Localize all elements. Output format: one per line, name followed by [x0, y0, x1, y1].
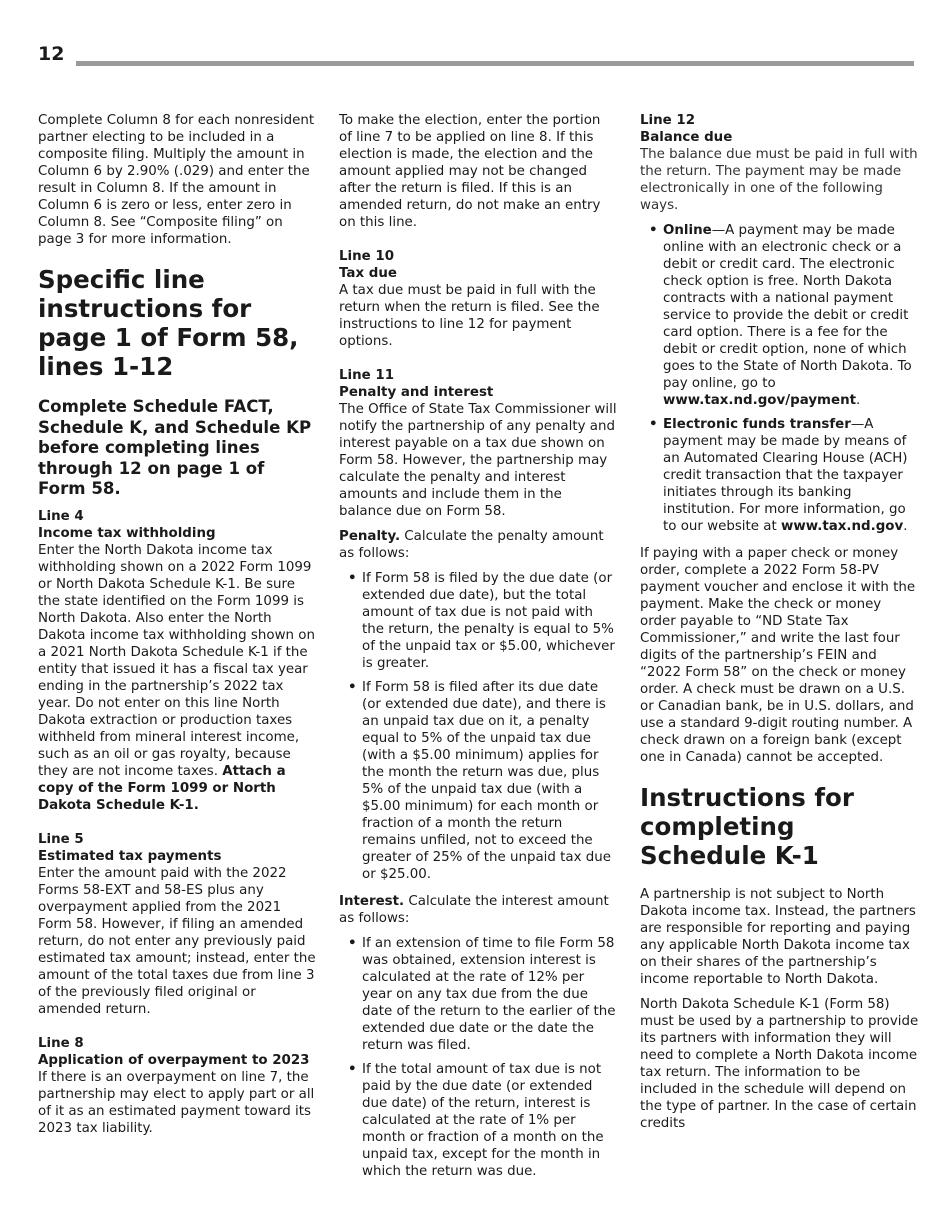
online-payment-link[interactable]: www.tax.nd.gov/payment: [663, 393, 857, 408]
penalty-list: [339, 570, 617, 883]
line-4-block: [38, 508, 316, 814]
penalty-text: Calculate the penalty amount as follows:: [339, 529, 604, 561]
interest-lead: Interest.: [339, 894, 405, 909]
interest-list: [339, 935, 617, 1180]
payment-methods-list: [640, 222, 920, 535]
list-item: • If Form 58 is filed after its due date (or extended due date), and there is an unpaid tax due on it, a penalty equal to 5% of the unpaid tax due (with a $5.00 minimum) applies for the month the return was due, plus 5% of the unpaid tax due (with a $5.00 minimum) for each month or fraction of a month the return remains unfiled, not to exceed the greater of 25% of the unpaid tax due or $25.00.: [339, 679, 617, 883]
line-11-block: [339, 367, 617, 520]
header-rule: [76, 61, 914, 66]
line-8-label: Line 8: [38, 1035, 84, 1051]
line-5-label: Line 5: [38, 831, 84, 847]
column-3: [640, 112, 920, 1149]
line-10-text: A tax due must be paid in full with the return when the return is filed. See the instructions to line 12 for payment options.: [339, 283, 600, 349]
line-8-block: [38, 1035, 316, 1137]
online-text: —A payment may be made online with an electronic check or a debit or credit card. The electronic check option is free. North Dakota contracts with a national payment service to provide the debit or credit card option. There is a fee for the debit or credit option, none of which goes to the State of North Dakota. To pay online, go to: [663, 223, 912, 391]
eft-text: —A payment may be made by means of an Automated Clearing House (ACH) credit transaction that the taxpayer initiates through its banking institution. For more information, go to our website at: [663, 417, 908, 534]
eft-lead: Electronic funds transfer: [663, 417, 851, 432]
list-item: [640, 222, 920, 409]
line-12-text: The balance due must be paid in full with the return. The payment may be made electronically in one of the following ways.: [640, 147, 918, 213]
line-8-title: Application of overpayment to 2023: [38, 1052, 310, 1068]
line-12-title: Balance due: [640, 130, 733, 145]
line-5-text: Enter the amount paid with the 2022 Forms 58-EXT and 58-ES plus any overpayment applied from the 2021 Form 58. However, if filing an amended return, do not enter any previously paid estimated tax amount; instead, enter the amount of the total taxes due from line 3 of the previously filed original or amended return.: [38, 865, 316, 1017]
website-link[interactable]: www.tax.nd.gov: [781, 519, 904, 534]
list-item: • If an extension of time to file Form 58 was obtained, extension interest is calculated at the rate of 12% per year on any tax due from the due date of the return to the earlier of the extended due date or the date the return was filed.: [339, 935, 617, 1054]
paper-check-paragraph: If paying with a paper check or money order, complete a 2022 Form 58-PV payment voucher and enclose it with the payment. Make the check or money order payable to “ND State Tax Commissioner,” and write the last four digits of the partnership’s FEIN and “2022 Form 58” on the check or money order. A check must be drawn on a U.S. or Canadian bank, be in U.S. dollars, and use a standard 9-digit routing number. A check drawn on a foreign bank (except one in Canada) cannot be accepted.: [640, 546, 916, 765]
line-10-title: Tax due: [339, 266, 397, 281]
interest-text: Calculate the interest amount as follows:: [339, 894, 609, 926]
section-subheading: Complete Schedule FACT, Schedule K, and Schedule KP before completing lines through 12 on page 1 of Form 58.: [38, 397, 312, 498]
schedule-k1-paragraph-2: North Dakota Schedule K-1 (Form 58) must be used by a partnership to provide its partners with information they will need to complete a North Dakota income tax return. The information to be included in the schedule will depend on the type of partner. In the case of certain credits: [640, 997, 919, 1131]
column-1: [38, 112, 316, 1154]
page-number: 12: [38, 43, 65, 65]
section-heading-schedule-k1: Instructions for completing Schedule K-1: [640, 783, 854, 870]
line-4-title: Income tax withholding: [38, 525, 216, 541]
line-12-label: Line 12: [640, 113, 696, 128]
schedule-k1-paragraph-1: A partnership is not subject to North Dakota income tax. Instead, the partners are responsible for reporting and paying any applicable North Dakota income tax on their shares of the partnership’s income reportable to North Dakota.: [640, 887, 916, 987]
interest-intro: [339, 893, 617, 927]
column-2: [339, 112, 617, 1190]
list-item: • If Form 58 is filed by the due date (or extended due date), but the total amount of tax due is not paid with the return, the penalty is equal to 5% of the unpaid tax or $5.00, whichever is greater.: [339, 570, 617, 672]
list-item: • If the total amount of tax due is not paid by the due date (or extended due date) of the return, interest is calculated at the rate of 1% per month or fraction of a month on the unpaid tax, except for the month in which the return was due.: [339, 1061, 617, 1180]
line-5-title: Estimated tax payments: [38, 848, 222, 864]
col2-intro: To make the election, enter the portion of line 7 to be applied on line 8. If this election is made, the election and the amount applied may not be changed after the return is filed. If this is an amended return, do not make an entry on this line.: [339, 113, 601, 230]
online-lead: Online: [663, 223, 712, 238]
line-8-text: If there is an overpayment on line 7, the partnership may elect to apply part or all of it as an estimated payment toward its 2023 tax liability.: [38, 1069, 315, 1136]
line-11-text: The Office of State Tax Commissioner will notify the partnership of any penalty and interest payable on a tax due shown on Form 58. However, the partnership may calculate the penalty and interest amounts and include them in the balance due on Form 58.: [339, 402, 617, 519]
line-10-block: [339, 248, 617, 350]
col1-intro: Complete Column 8 for each nonresident partner electing to be included in a composite filing. Multiply the amount in Column 6 by 2.90% (.029) and enter the result in Column 8. If the amount in Column 6 is zero or less, enter zero in Column 8. See “Composite filing” on page 3 for more information.: [38, 113, 315, 247]
list-item: [640, 416, 920, 535]
line-4-label: Line 4: [38, 508, 84, 524]
line-4-attach-note: Attach a copy of the Form 1099 or North Dakota Schedule K-1.: [38, 763, 286, 813]
line-11-title: Penalty and interest: [339, 385, 494, 400]
online-end: .: [856, 393, 861, 408]
line-5-block: [38, 831, 316, 1018]
penalty-intro: [339, 528, 617, 562]
section-heading-specific-line-instructions: Specific line instructions for page 1 of Form 58, lines 1-12: [38, 265, 299, 381]
eft-end: .: [903, 519, 908, 534]
line-4-text: Enter the North Dakota income tax withholding shown on a 2022 Form 1099 or North Dakota Schedule K-1. Be sure the state identified on the Form 1099 is North Dakota. Also enter the North Dakota income tax withholding shown on a 2021 North Dakota Schedule K-1 if the entity that issued it has a fiscal tax year ending in the partnership’s 2022 tax year. Do not enter on this line North Dakota extraction or production taxes withheld from mineral interest income, such as an oil or gas royalty, because they are not income taxes.: [38, 542, 315, 779]
penalty-lead: Penalty.: [339, 529, 401, 544]
line-10-label: Line 10: [339, 249, 395, 264]
line-12-block: [640, 112, 920, 214]
line-11-label: Line 11: [339, 368, 395, 383]
